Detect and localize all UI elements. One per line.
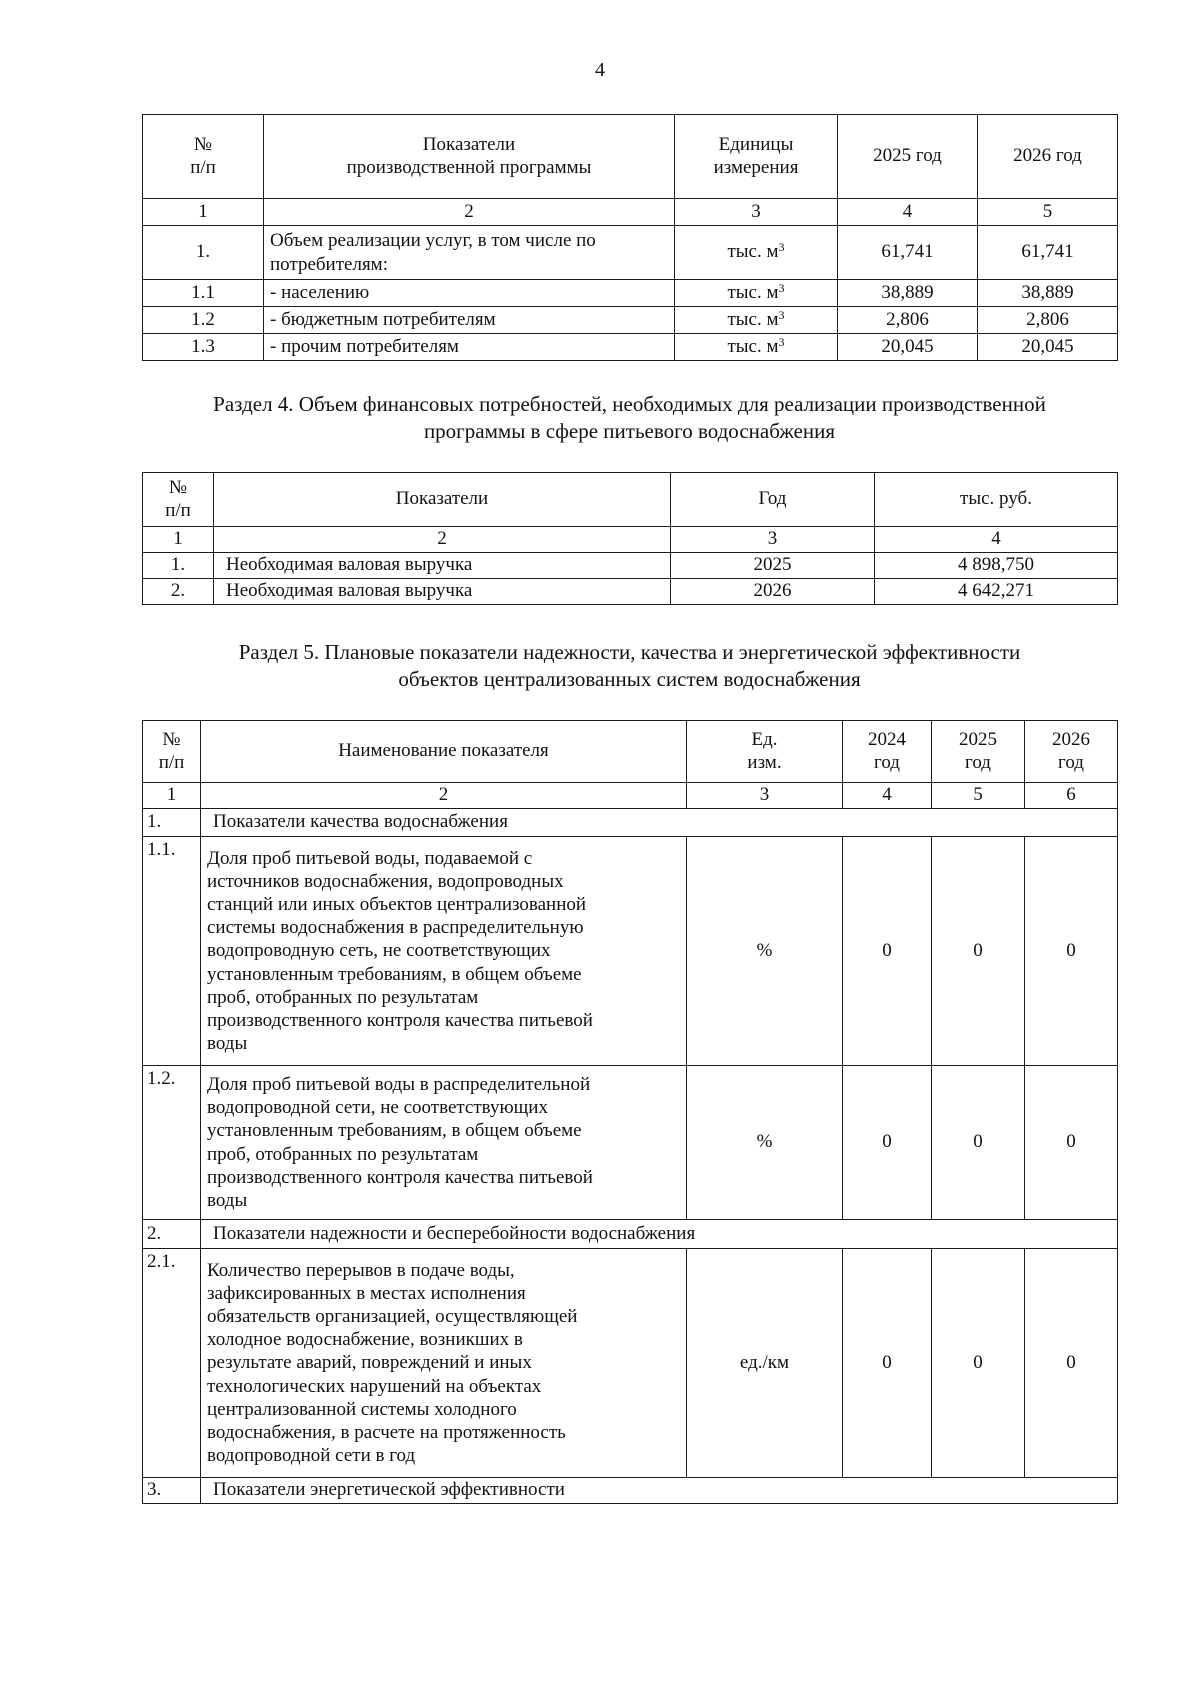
table-header-row	[143, 721, 1118, 783]
indicator-name: Необходимая валовая выручка	[214, 553, 671, 579]
row-number: 1.2.	[143, 1066, 201, 1220]
unit-cell	[675, 280, 838, 307]
header-cell: № п/п	[143, 115, 264, 199]
column-number: 3	[675, 199, 838, 226]
column-number: 1	[143, 527, 214, 553]
header-cell: 2026 год	[1025, 721, 1118, 783]
unit-text: тыс. м	[727, 281, 779, 303]
row-number: 2.	[143, 579, 214, 605]
header-cell: Показатели производственной программы	[264, 115, 675, 199]
value-2024: 0	[843, 1066, 932, 1220]
page-number: 4	[595, 59, 605, 81]
row-number: 1.	[143, 226, 264, 280]
table-row	[143, 1066, 1118, 1220]
value-2025: 0	[932, 1066, 1025, 1220]
indicator-name: Доля проб питьевой воды, подаваемой с источников водоснабжения, водопроводных станций или иных объектов централизованной системы водоснабжения в распределительную водопроводную сеть, не соответствующих установленным требованиям, в общем объеме проб, отобранных по результатам производственного контроля качества питьевой воды	[201, 837, 687, 1066]
row-number: 1.3	[143, 334, 264, 361]
column-number: 1	[143, 783, 201, 809]
group-title: Показатели энергетической эффективности	[201, 1478, 1118, 1504]
header-cell: Показатели	[214, 473, 671, 527]
header-cell: 2026 год	[978, 115, 1118, 199]
column-number-row	[143, 783, 1118, 809]
column-number: 3	[687, 783, 843, 809]
indicator-name: Объем реализации услуг, в том числе по потребителям:	[264, 226, 675, 280]
table-row	[143, 307, 1118, 334]
group-title: Показатели надежности и бесперебойности водоснабжения	[201, 1220, 1118, 1249]
value-2025: 38,889	[838, 280, 978, 307]
unit-superscript: 3	[778, 334, 785, 349]
value-2025: 20,045	[838, 334, 978, 361]
unit-text: тыс. м	[727, 308, 779, 330]
group-number: 3.	[143, 1478, 201, 1504]
row-number: 1.2	[143, 307, 264, 334]
group-row	[143, 809, 1118, 837]
table-header-row	[143, 115, 1118, 199]
value-2026: 0	[1025, 837, 1118, 1066]
column-number: 2	[264, 199, 675, 226]
header-cell: № п/п	[143, 473, 214, 527]
column-number: 4	[838, 199, 978, 226]
column-number: 3	[671, 527, 875, 553]
value-2025: 0	[932, 1249, 1025, 1478]
value-2025: 2,806	[838, 307, 978, 334]
column-number: 1	[143, 199, 264, 226]
column-number: 5	[978, 199, 1118, 226]
indicator-name: Количество перерывов в подаче воды, зафиксированных в местах исполнения обязательств организацией, осуществляющей холодное водоснабжение, возникших в результате аварий, повреждений и иных технологических нарушений на объектах централизованной системы холодного водоснабжения, в расчете на протяженность водопроводной сети в год	[201, 1249, 687, 1478]
group-row	[143, 1478, 1118, 1504]
table-row	[143, 1249, 1118, 1478]
column-number: 4	[875, 527, 1118, 553]
header-cell: № п/п	[143, 721, 201, 783]
column-number: 2	[201, 783, 687, 809]
amount-cell: 4 898,750	[875, 553, 1118, 579]
indicator-name: Необходимая валовая выручка	[214, 579, 671, 605]
year-cell: 2026	[671, 579, 875, 605]
value-2026: 0	[1025, 1066, 1118, 1220]
value-2024: 0	[843, 1249, 932, 1478]
table-row	[143, 553, 1118, 579]
table-header-row	[143, 473, 1118, 527]
header-cell: Год	[671, 473, 875, 527]
header-cell: Ед. изм.	[687, 721, 843, 783]
unit-cell	[675, 334, 838, 361]
value-2026: 61,741	[978, 226, 1118, 280]
column-number-row	[143, 199, 1118, 226]
column-number: 6	[1025, 783, 1118, 809]
section-5-heading: Раздел 5. Плановые показатели надежности, качества и энергетической эффективности объектов централизованных систем водоснабжения	[238, 640, 1021, 692]
financial-needs-table	[142, 472, 1118, 605]
unit-text: тыс. м	[727, 335, 779, 357]
row-number: 1.	[143, 553, 214, 579]
unit-cell: ед./км	[687, 1249, 843, 1478]
production-program-table	[142, 114, 1118, 361]
header-cell: 2024 год	[843, 721, 932, 783]
value-2026: 20,045	[978, 334, 1118, 361]
unit-superscript: 3	[778, 307, 785, 322]
header-cell: 2025 год	[932, 721, 1025, 783]
value-2024: 0	[843, 837, 932, 1066]
unit-cell: %	[687, 837, 843, 1066]
amount-cell: 4 642,271	[875, 579, 1118, 605]
row-number: 2.1.	[143, 1249, 201, 1478]
group-row	[143, 1220, 1118, 1249]
table-row	[143, 837, 1118, 1066]
value-2025: 0	[932, 837, 1025, 1066]
table-row	[143, 280, 1118, 307]
header-cell: Наименование показателя	[201, 721, 687, 783]
unit-cell	[675, 226, 838, 280]
group-number: 2.	[143, 1220, 201, 1249]
header-cell: 2025 год	[838, 115, 978, 199]
indicator-name: - населению	[264, 280, 675, 307]
column-number-row	[143, 527, 1118, 553]
table-row	[143, 579, 1118, 605]
row-number: 1.1.	[143, 837, 201, 1066]
unit-cell: %	[687, 1066, 843, 1220]
indicator-name: - прочим потребителям	[264, 334, 675, 361]
header-cell: Единицы измерения	[675, 115, 838, 199]
section-4-heading: Раздел 4. Объем финансовых потребностей, необходимых для реализации производственной программы в сфере питьевого водоснабжения	[213, 392, 1046, 444]
value-2026: 38,889	[978, 280, 1118, 307]
table-row	[143, 226, 1118, 280]
group-number: 1.	[143, 809, 201, 837]
year-cell: 2025	[671, 553, 875, 579]
row-number: 1.1	[143, 280, 264, 307]
indicator-name: Доля проб питьевой воды в распределительной водопроводной сети, не соответствующих установленным требованиям, в общем объеме проб, отобранных по результатам производственного контроля качества питьевой воды	[201, 1066, 687, 1220]
value-2026: 0	[1025, 1249, 1118, 1478]
value-2026: 2,806	[978, 307, 1118, 334]
value-2025: 61,741	[838, 226, 978, 280]
unit-superscript: 3	[778, 240, 785, 255]
column-number: 2	[214, 527, 671, 553]
column-number: 4	[843, 783, 932, 809]
group-title: Показатели качества водоснабжения	[201, 809, 1118, 837]
indicator-name: - бюджетным потребителям	[264, 307, 675, 334]
header-cell: тыс. руб.	[875, 473, 1118, 527]
table-row	[143, 334, 1118, 361]
unit-superscript: 3	[778, 280, 785, 295]
unit-text: тыс. м	[727, 241, 779, 263]
unit-cell	[675, 307, 838, 334]
column-number: 5	[932, 783, 1025, 809]
planned-indicators-table	[142, 720, 1118, 1504]
